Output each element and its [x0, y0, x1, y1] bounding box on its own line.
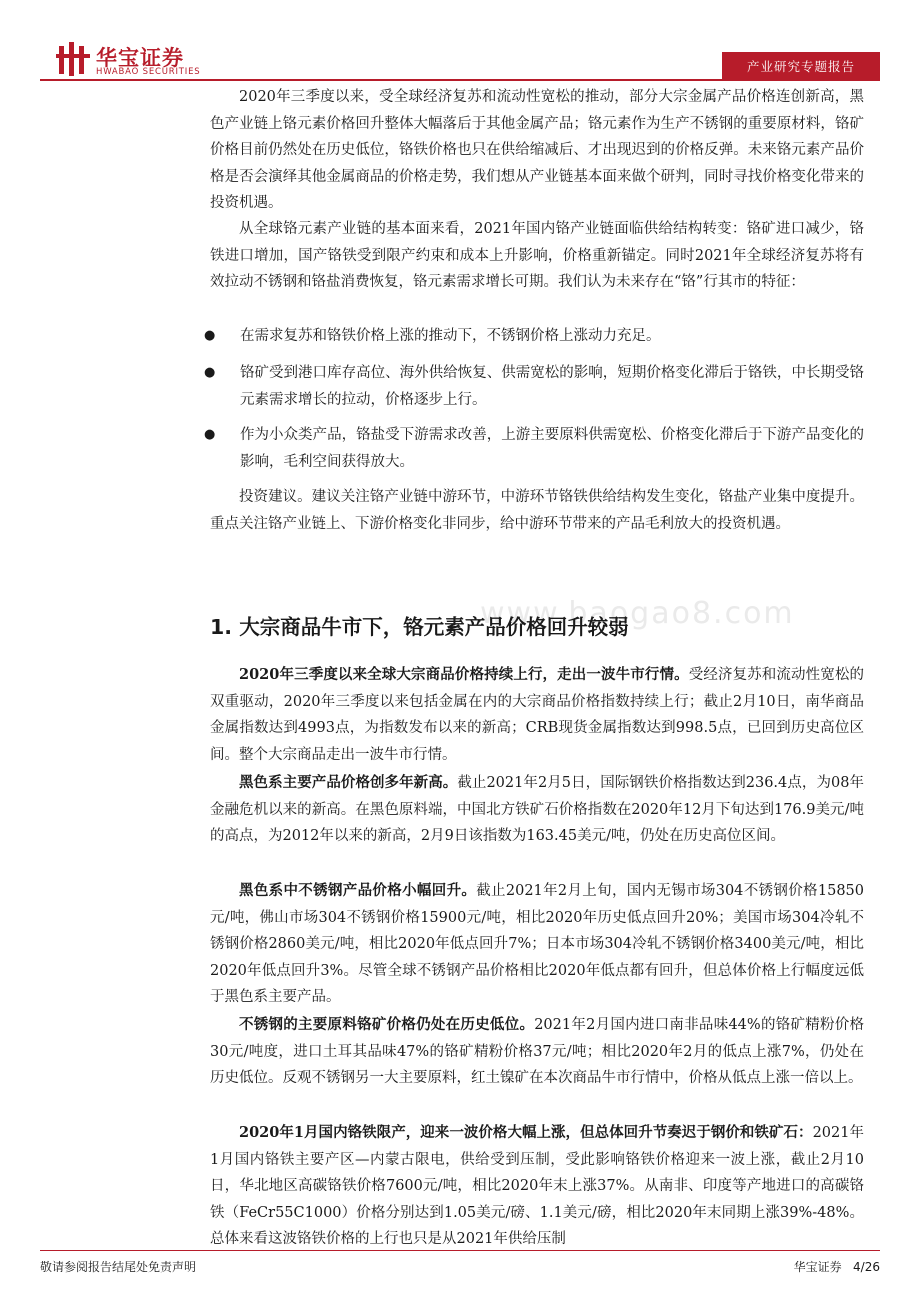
- paragraph-body: 截止2021年2月上旬，国内无锡市场304不锈钢价格15850元/吨，佛山市场304不锈钢价格15900元/吨，相比2020年历史低点回升20%；美国市场304冷轧不锈钢价格2860美元/吨，相比2020年低点回升7%；日本市场304冷轧不锈钢价格3400美元/吨，相比2020年低点回升3%。尽管全球不锈钢产品价格相比2020年低点都有回升，但总体价格上行幅度远低于黑色系主要产品。: [210, 883, 864, 1005]
- watermark: www.baogao8.com: [480, 596, 795, 631]
- section-paragraph: [210, 662, 864, 768]
- footer-company: 华宝证券: [793, 1260, 842, 1274]
- section-heading: 1. 大宗商品牛市下，铬元素产品价格回升较弱: [210, 615, 629, 639]
- paragraph-body: 2021年2月国内进口南非品味44%的铬矿精粉价格30元/吨度，进口土耳其品味47%的铬矿精粉价格37元/吨；相比2020年2月的低点上涨7%，仍处在历史低位。反观不锈钢另一大主要原料，红土镍矿在本次商品牛市行情中，价格从低点上涨一倍以上。: [210, 1017, 864, 1086]
- company-logo: [56, 42, 236, 78]
- logo-chinese-name: 华宝证券: [96, 46, 184, 70]
- section-paragraph: [210, 878, 864, 1011]
- paragraph-lead: 2020年1月国内铬铁限产，迎来一波价格大幅上涨，但总体回升节奏迟于钢价和铁矿石：: [239, 1124, 813, 1141]
- bullet-dot-icon: ●: [204, 328, 216, 343]
- bullet-item: [204, 323, 864, 350]
- paragraph-lead: 黑色系中不锈钢产品价格小幅回升。: [239, 882, 477, 899]
- intro-paragraph-2: 从全球铬元素产业链的基本面来看，2021年国内铬产业链面临供给结构转变：铬矿进口减少，铬铁进口增加，国产铬铁受到限产约束和成本上升影响，价格重新锚定。同时2021年全球经济复苏将有效拉动不锈钢和铬盐消费恢复，铬元素需求增长可期。我们认为未来存在“铬”行其市的特征：: [210, 221, 864, 290]
- report-type-tag: 产业研究专题报告: [722, 52, 880, 79]
- bullet-dot-icon: ●: [204, 427, 216, 442]
- hwabao-logo-icon: [56, 42, 90, 76]
- bullet-dot-icon: ●: [204, 365, 216, 380]
- page-number: 4/26: [853, 1260, 880, 1274]
- section-paragraph: [210, 770, 864, 850]
- paragraph-body: 2021年1月国内铬铁主要产区—内蒙古限电，供给受到压制，受此影响铬铁价格迎来一波上涨，截止2月10日，华北地区高碳铬铁价格7600元/吨，相比2020年末上涨37%。从南非、印度等产地进口的高碳铬铁（FeCr55C1000）价格分别达到1.05美元/磅、1.1美元/磅，相比2020年末同期上涨39%-48%。总体来看这波铬铁价格的上行也只是从2021年供给压制: [210, 1125, 864, 1246]
- bullet-text: 作为小众类产品，铬盐受下游需求改善，上游主要原料供需宽松、价格变化滞后于下游产品变化的影响，毛利空间获得放大。: [240, 427, 864, 470]
- footer-divider: [40, 1250, 880, 1251]
- bullet-item: [204, 422, 864, 475]
- bullet-text: 铬矿受到港口库存高位、海外供给恢复、供需宽松的影响，短期价格变化滞后于铬铁，中长期受铬元素需求增长的拉动，价格逐步上行。: [240, 365, 864, 408]
- bullet-text: 在需求复苏和铬铁价格上涨的推动下，不锈钢价格上涨动力充足。: [240, 328, 661, 344]
- header-divider: [40, 79, 880, 81]
- paragraph-lead: 黑色系主要产品价格创多年新高。: [239, 774, 458, 791]
- footer-disclaimer: 敬请参阅报告结尾处免责声明: [40, 1260, 197, 1274]
- section-paragraph: [210, 1120, 864, 1246]
- logo-english-name: HWABAO SECURITIES: [96, 67, 201, 77]
- bullet-item: [204, 360, 864, 413]
- investment-advice-paragraph: 投资建议。建议关注铬产业链中游环节，中游环节铬铁供给结构发生变化，铬盐产业集中度提升。重点关注铬产业链上、下游价格变化非同步，给中游环节带来的产品毛利放大的投资机遇。: [210, 489, 864, 532]
- paragraph-lead: 不锈钢的主要原料铬矿价格仍处在历史低位。: [239, 1016, 535, 1033]
- footer-page-info: [794, 1258, 880, 1275]
- page-header: [0, 0, 920, 80]
- paragraph-body: 受经济复苏和流动性宽松的双重驱动，2020年三季度以来包括金属在内的大宗商品价格指数持续上行；截止2月10日，南华商品金属指数达到4993点，为指数发布以来的新高；CRB现货金属指数达到998.5点，已回到历史高位区间。整个大宗商品走出一波牛市行情。: [210, 667, 864, 763]
- intro-paragraph-1: 2020年三季度以来，受全球经济复苏和流动性宽松的推动，部分大宗金属产品价格连创新高，黑色产业链上铬元素价格回升整体大幅落后于其他金属产品；铬元素作为生产不锈钢的重要原材料，铬矿价格目前仍然处在历史低位，铬铁价格也只在供给缩减后、才出现迟到的价格反弹。未来铬元素产品价格是否会演绎其他金属商品的价格走势，我们想从产业链基本面来做个研判，同时寻找价格变化带来的投资机遇。: [210, 89, 864, 211]
- paragraph-lead: 2020年三季度以来全球大宗商品价格持续上行，走出一波牛市行情。: [239, 666, 689, 683]
- paragraph-body: 截止2021年2月5日，国际钢铁价格指数达到236.4点，为08年金融危机以来的新高。在黑色原料端，中国北方铁矿石价格指数在2020年12月下旬达到176.9美元/吨的高点，为2012年以来的新高，2月9日该指数为163.45美元/吨，仍处在历史高位区间。: [210, 775, 865, 844]
- section-paragraph: [210, 1012, 864, 1092]
